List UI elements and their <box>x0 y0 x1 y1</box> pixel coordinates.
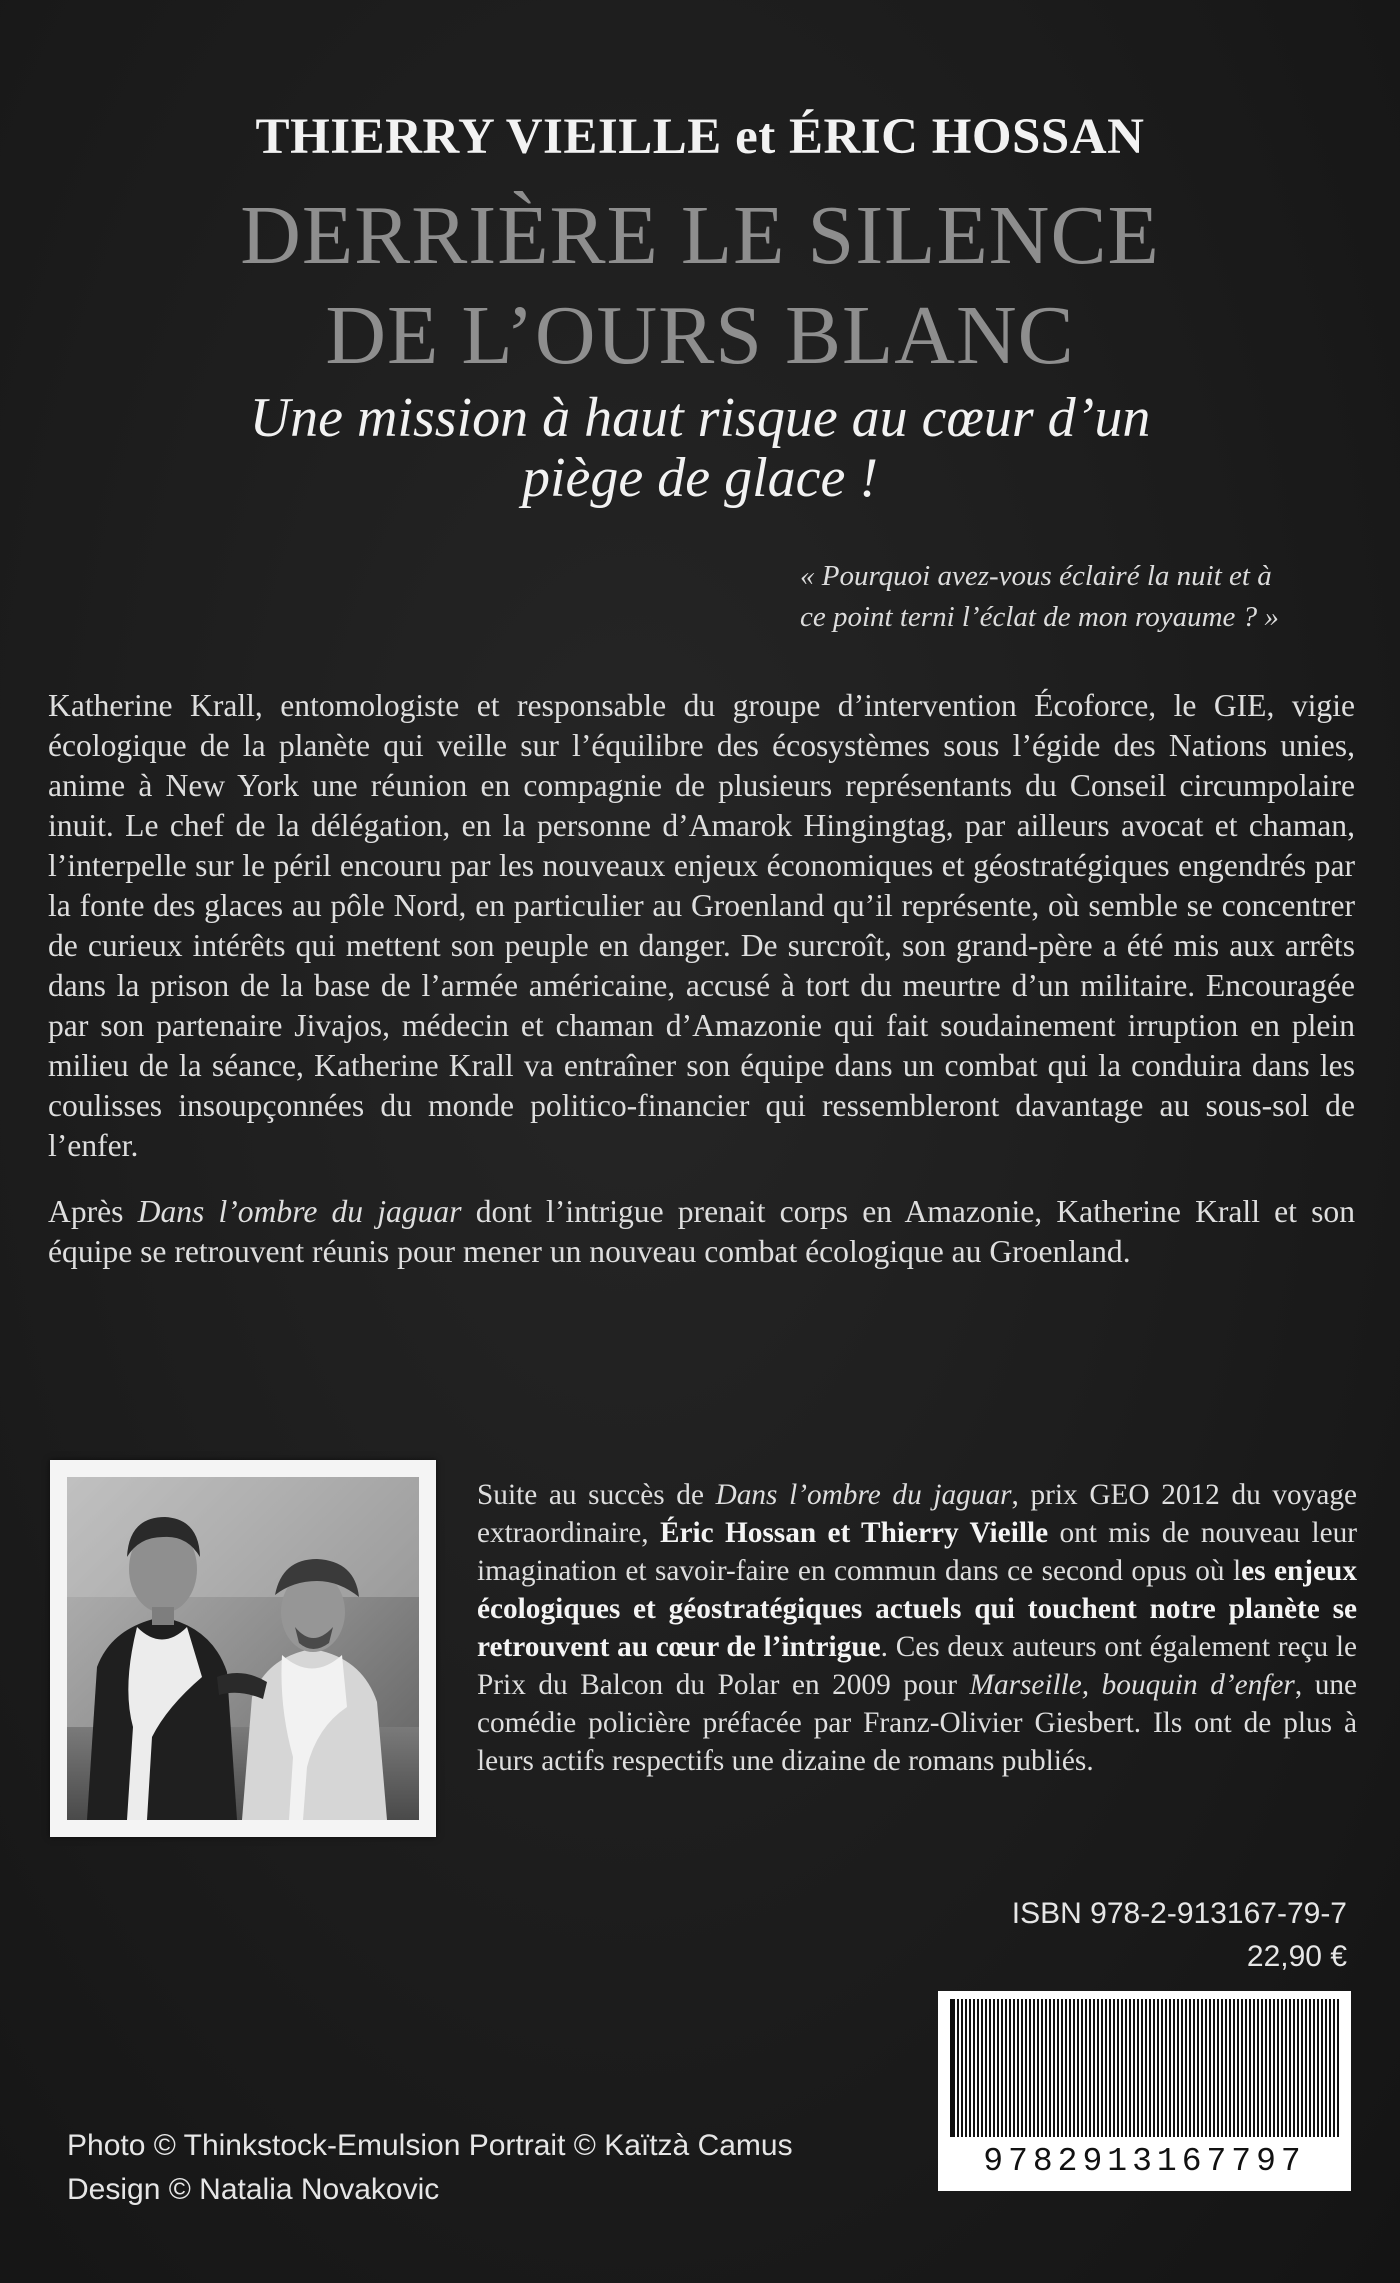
barcode-bar <box>1173 1999 1175 2137</box>
isbn-number: ISBN 978-2-913167-79-7 <box>1011 1897 1347 1930</box>
barcode-bar <box>1225 1999 1227 2137</box>
design-credit: Design © Natalia Novakovic <box>67 2173 440 2206</box>
barcode-bar <box>1241 1999 1243 2137</box>
barcode-bar <box>1165 1999 1167 2137</box>
barcode-bar <box>1093 1999 1095 2137</box>
barcode-bars <box>938 1991 1351 2141</box>
barcode-bar <box>1033 1999 1035 2137</box>
book-subtitle-line-1: Une mission à haut risque au cœur d’un <box>249 387 1151 449</box>
barcode-bar <box>1061 1999 1063 2137</box>
bio-text-5: , une comédie policière préfacée par Franz-Olivier Giesbert. Ils ont de plus à leurs actifs respectifs une dizaine de romans publiés. <box>477 1669 1357 1777</box>
book-title <box>0 186 1400 386</box>
barcode-bar <box>1257 1999 1259 2137</box>
barcode-bar <box>993 1999 995 2137</box>
barcode-bar <box>981 1999 983 2137</box>
barcode-bar <box>1069 1999 1071 2137</box>
book-title-line-2: DE L’OURS BLANC <box>325 289 1075 382</box>
barcode-bar <box>969 1999 971 2137</box>
bio-highlight: es enjeux écologiques et géostratégiques actuels qui touchent notre planète se retrouvent au cœur de l’intrigue <box>477 1555 1358 1663</box>
barcode-bar <box>1237 1999 1239 2137</box>
barcode-bar <box>1089 1999 1091 2137</box>
barcode-bar <box>1141 1999 1143 2137</box>
barcode-bar <box>1205 1999 1207 2137</box>
epigraph-line-2: ce point terni l’éclat de mon royaume ? » <box>800 601 1279 633</box>
barcode-bar <box>1261 1999 1263 2137</box>
barcode-bar <box>977 1999 979 2137</box>
barcode-bar <box>1217 1999 1219 2137</box>
barcode-bar <box>1301 1999 1303 2137</box>
barcode-bar <box>1221 1999 1223 2137</box>
barcode-bar <box>1293 1999 1295 2137</box>
epigraph-quote <box>800 556 1360 638</box>
barcode-bar <box>1081 1999 1083 2137</box>
barcode-bar <box>950 1999 955 2137</box>
barcode-bar <box>1121 1999 1123 2137</box>
barcode-bar <box>957 1999 959 2137</box>
bio-book-reference-2: Marseille, bouquin d’enfer <box>969 1669 1295 1701</box>
barcode-bar <box>1265 1999 1267 2137</box>
barcode-bar <box>1157 1999 1159 2137</box>
bio-text-4: . Ces deux auteurs ont également reçu le Prix du Balcon du Polar en 2009 pour <box>477 1631 1357 1701</box>
barcode-bar <box>1229 1999 1231 2137</box>
barcode-bar <box>1169 1999 1171 2137</box>
barcode-bar <box>1181 1999 1183 2137</box>
photo-credit: Photo © Thinkstock-Emulsion Portrait © Kaïtzà Camus <box>67 2129 793 2162</box>
barcode <box>938 1991 1351 2191</box>
barcode-bar <box>1117 1999 1119 2137</box>
price: 22,90 € <box>1246 1940 1347 1973</box>
synopsis-paragraph-2 <box>48 1192 1355 1272</box>
synopsis <box>48 686 1355 1298</box>
barcode-bar <box>985 1999 987 2137</box>
author-photo-frame <box>50 1460 436 1837</box>
bio-text-3: ont mis de nouveau leur imagination et savoir-faire en commun dans ce second opus où l <box>477 1517 1357 1587</box>
barcode-bar <box>961 1999 963 2137</box>
barcode-bar <box>1177 1999 1179 2137</box>
barcode-bar <box>1317 1999 1319 2137</box>
barcode-bar <box>1133 1999 1135 2137</box>
barcode-bar <box>1005 1999 1007 2137</box>
bio-text-1: Suite au succès de <box>477 1479 716 1511</box>
barcode-bar <box>1289 1999 1291 2137</box>
barcode-bar <box>989 1999 991 2137</box>
barcode-bar <box>1109 1999 1111 2137</box>
barcode-bar <box>1025 1999 1027 2137</box>
barcode-bar <box>1189 1999 1191 2137</box>
barcode-bar <box>1201 1999 1203 2137</box>
barcode-bar <box>1333 1999 1335 2137</box>
barcode-bar <box>1149 1999 1151 2137</box>
synopsis-p2-book-reference: Dans l’ombre du jaguar <box>137 1194 462 1229</box>
authors-heading: THIERRY VIEILLE et ÉRIC HOSSAN <box>255 109 1145 165</box>
barcode-bar <box>1021 1999 1023 2137</box>
bio-author-names: Éric Hossan et Thierry Vieille <box>659 1517 1049 1549</box>
barcode-bar <box>1073 1999 1075 2137</box>
barcode-bar <box>1285 1999 1287 2137</box>
credits <box>67 2124 793 2212</box>
barcode-digits: 9782913167797 <box>983 2143 1306 2180</box>
barcode-bar <box>1057 1999 1059 2137</box>
barcode-bar <box>1281 1999 1283 2137</box>
synopsis-p2-text-end: dont l’intrigue prenait corps en Amazonie, Katherine Krall et son équipe se retrouvent réunis pour mener un nouveau combat écologique au Groenland. <box>48 1194 1355 1269</box>
bio-book-reference-1: Dans l’ombre du jaguar <box>715 1479 1012 1511</box>
barcode-bar <box>1029 1999 1031 2137</box>
barcode-bar <box>1185 1999 1187 2137</box>
epigraph-line-1: « Pourquoi avez-vous éclairé la nuit et à <box>800 560 1272 592</box>
book-title-line-1: DERRIÈRE LE SILENCE <box>240 189 1160 282</box>
author-photo <box>67 1477 419 1820</box>
barcode-bar <box>1245 1999 1247 2137</box>
barcode-bar <box>1053 1999 1055 2137</box>
book-subtitle <box>0 388 1400 508</box>
barcode-bar <box>1001 1999 1003 2137</box>
barcode-bar <box>1309 1999 1311 2137</box>
barcode-bar <box>1325 1999 1327 2137</box>
barcode-bar <box>1209 1999 1211 2137</box>
synopsis-paragraph-1: Katherine Krall, entomologiste et responsable du groupe d’intervention Écoforce, le GIE, vigie écologique de la planète qui veille sur l’équilibre des écosystèmes sous l’égide des Nations unies, anime à New York une réunion en compagnie de plusieurs représentants du Conseil circumpolaire inuit. Le chef de la délégation, en la personne d’Amarok Hingingtag, par ailleurs avocat et chaman, l’interpelle sur le péril encouru par les nouveaux enjeux économiques et géostratégiques engendrés par la fonte des glaces au pôle Nord, en particulier au Groenland qu’il représente, où semble se concentrer de curieux intérêts qui mettent son peuple en danger. De surcroît, son grand-père a été mis aux arrêts dans la prison de la base de l’armée américaine, accusé à tort du meurtre d’un militaire. Encouragée par son partenaire Jivajos, médecin et chaman d’Amazonie qui fait soudainement irruption en plein milieu de la séance, Katherine Krall va entraîner son équipe dans un combat qui la conduira dans les coulisses insoupçonnées du monde politico-financier qui ressembleront davantage au sous-sol de l’enfer. <box>48 688 1355 1163</box>
barcode-bar <box>965 1999 967 2137</box>
barcode-bar <box>1273 1999 1275 2137</box>
barcode-bar <box>1145 1999 1147 2137</box>
barcode-bar <box>1297 1999 1299 2137</box>
barcode-bar <box>1321 1999 1323 2137</box>
barcode-bar <box>1037 1999 1039 2137</box>
barcode-bar <box>1161 1999 1163 2137</box>
book-subtitle-line-2: piège de glace ! <box>521 447 879 509</box>
barcode-bar <box>1105 1999 1107 2137</box>
barcode-bar <box>1305 1999 1307 2137</box>
barcode-bar <box>1213 1999 1215 2137</box>
synopsis-p2-text-start: Après <box>48 1194 138 1229</box>
barcode-bar <box>973 1999 975 2137</box>
barcode-bar <box>1197 1999 1199 2137</box>
barcode-bar <box>1113 1999 1115 2137</box>
barcode-bar <box>1013 1999 1015 2137</box>
barcode-bar <box>1277 1999 1279 2137</box>
barcode-bar <box>1329 1999 1331 2137</box>
barcode-bar <box>1077 1999 1079 2137</box>
barcode-bar <box>1233 1999 1235 2137</box>
barcode-bar <box>1041 1999 1043 2137</box>
barcode-bar <box>1101 1999 1103 2137</box>
barcode-bar <box>1049 1999 1051 2137</box>
barcode-bar <box>1097 1999 1099 2137</box>
barcode-bar <box>997 1999 999 2137</box>
bio-text-2: , prix GEO 2012 du voyage extraordinaire, <box>477 1479 1357 1549</box>
barcode-bar <box>1253 1999 1255 2137</box>
barcode-bar <box>1249 1999 1251 2137</box>
barcode-bar <box>1017 1999 1019 2137</box>
barcode-bar <box>1313 1999 1315 2137</box>
barcode-bar <box>1085 1999 1087 2137</box>
barcode-bar <box>1045 1999 1047 2137</box>
barcode-bar <box>1009 1999 1011 2137</box>
barcode-bar <box>1125 1999 1127 2137</box>
authors-biography <box>477 1476 1357 1780</box>
barcode-bar <box>1137 1999 1139 2137</box>
barcode-bar <box>1065 1999 1067 2137</box>
barcode-bar <box>1153 1999 1155 2137</box>
barcode-bar <box>1337 1999 1339 2137</box>
barcode-bar <box>1129 1999 1131 2137</box>
barcode-bar <box>1193 1999 1195 2137</box>
barcode-bar <box>1269 1999 1271 2137</box>
